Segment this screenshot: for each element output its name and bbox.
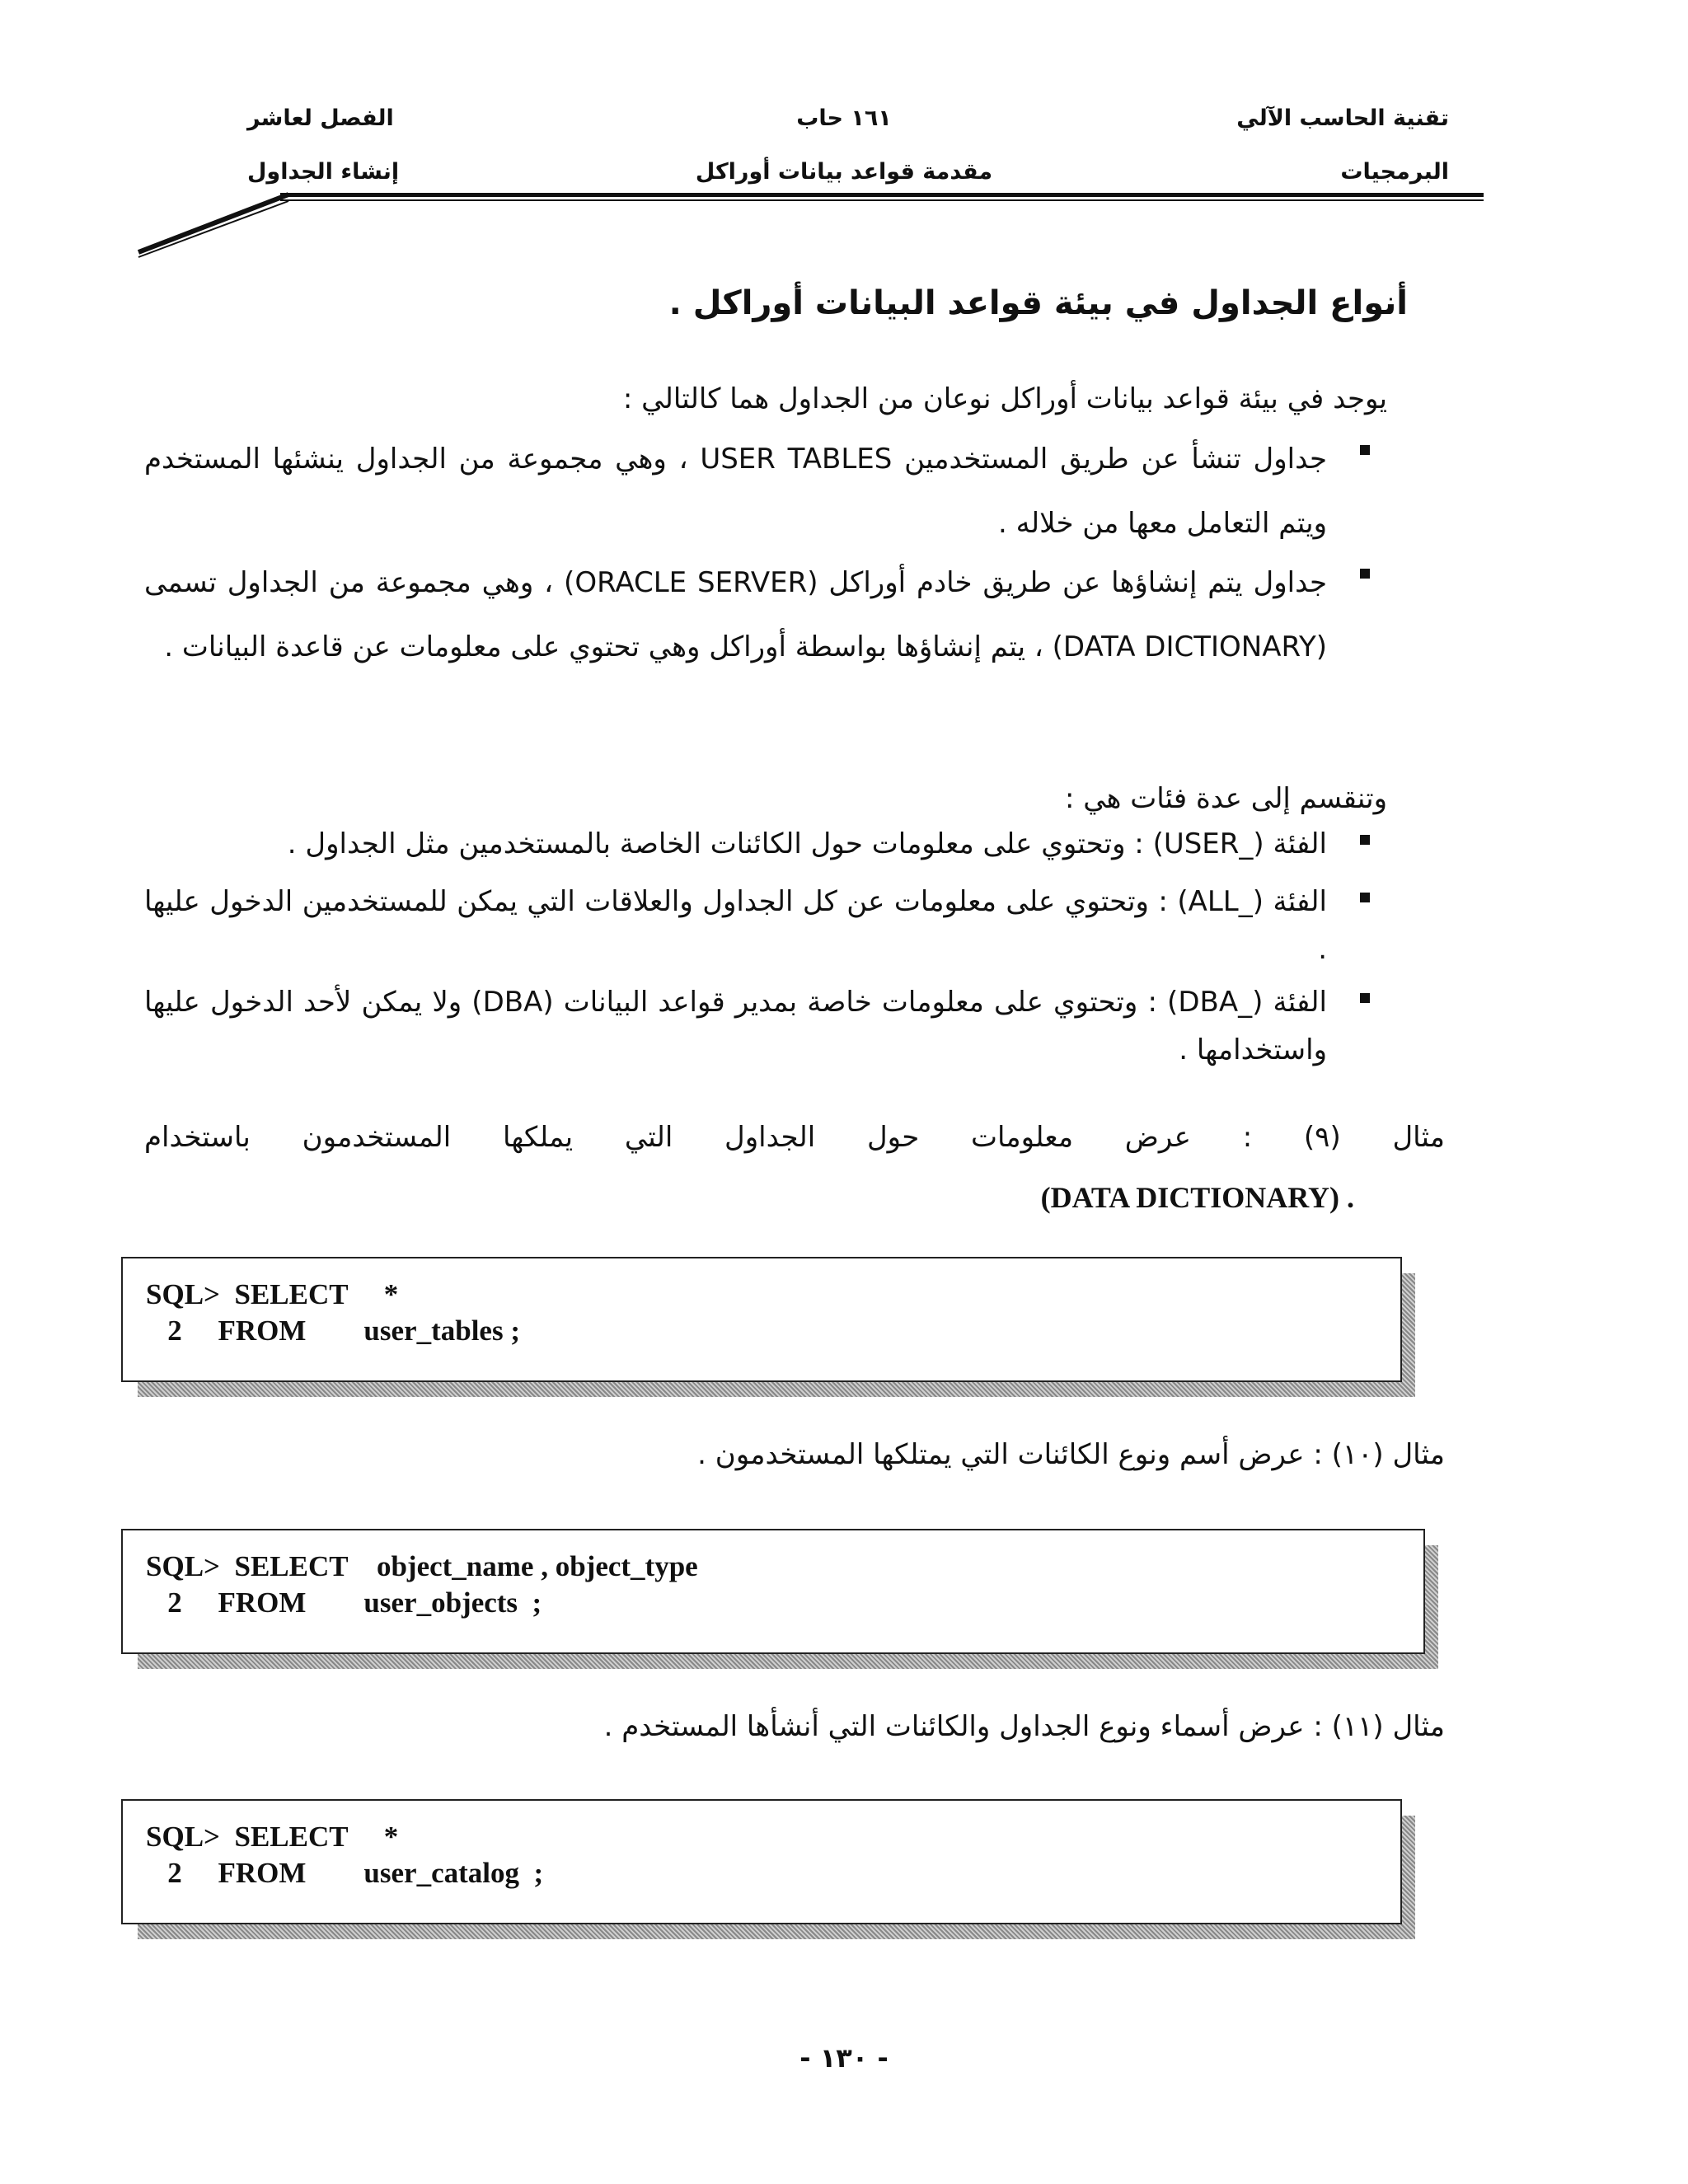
intro-paragraph: يوجد في بيئة قواعد بيانات أوراكل نوعان من الجداول هما كالتالي : bbox=[622, 382, 1387, 415]
categories-intro: وتنقسم إلى عدة فئات هي : bbox=[1064, 782, 1387, 815]
code-box-example-11 bbox=[121, 1799, 1402, 1924]
page-number: - ١٣٠ - bbox=[799, 2042, 889, 2074]
header-department: البرمجيات bbox=[1340, 159, 1449, 185]
code-box-example-9 bbox=[121, 1257, 1402, 1382]
sql-code: SQL> SELECT * 2 FROM user_catalog ; bbox=[146, 1821, 544, 1889]
example-11-caption: مثال (١١) : عرض أسماء ونوع الجداول والكائنات التي أنشأها المستخدم . bbox=[603, 1710, 1445, 1743]
bullet-icon bbox=[1360, 835, 1378, 846]
bullet-icon bbox=[1360, 993, 1378, 1005]
table-type-user: جداول تنشأ عن طريق المستخدمين USER TABLES ، وهي مجموعة من الجداول ينشئها المستخدم ويتم التعامل معها من خلاله . bbox=[144, 443, 1327, 540]
header-rule-thin bbox=[280, 199, 1484, 201]
category-dba: الفئة (_DBA) : وتحتوي على معلومات خاصة بمدير قواعد البيانات (DBA) ولا يمكن لأحد الدخول عليها واستخدامها . bbox=[144, 986, 1327, 1066]
header-course-name: مقدمة قواعد بيانات أوراكل bbox=[695, 159, 993, 185]
header-chapter: الفصل لعاشر bbox=[247, 105, 394, 131]
header-rule bbox=[280, 193, 1484, 197]
header-slant-line bbox=[135, 191, 292, 259]
sql-code: SQL> SELECT object_name , object_type 2 FROM user_objects ; bbox=[146, 1550, 698, 1619]
bullet-icon bbox=[1360, 893, 1378, 904]
example-10-caption: مثال (١٠) : عرض أسم ونوع الكائنات التي يمتلكها المستخدمون . bbox=[697, 1438, 1445, 1471]
code-box-example-10 bbox=[121, 1529, 1425, 1654]
bullet-icon bbox=[1360, 569, 1378, 580]
header-chapter-title: إنشاء الجداول bbox=[247, 159, 400, 185]
bullet-icon bbox=[1360, 445, 1378, 457]
category-user: الفئة (_USER) : وتحتوي على معلومات حول الكائنات الخاصة بالمستخدمين مثل الجداول . bbox=[287, 827, 1327, 860]
example-9-caption: مثال (٩) : عرض معلومات حول الجداول التي يملكها المستخدمون باستخدام bbox=[144, 1121, 1445, 1154]
table-type-oracle: جداول يتم إنشاؤها عن طريق خادم أوراكل (ORACLE SERVER) ، وهي مجموعة من الجداول تسمى (DATA DICTIONARY) ، يتم إنشاؤها بواسطة أوراكل وهي تحتوي على معلومات عن قاعدة البيانات . bbox=[144, 566, 1327, 663]
category-all: الفئة (_ALL) : وتحتوي على معلومات عن كل الجداول والعلاقات التي يمكن للمستخدمين الدخول عليها . bbox=[144, 885, 1327, 966]
header-course-code: ١٦١ حاب bbox=[796, 105, 892, 131]
sql-code: SQL> SELECT * 2 FROM user_tables ; bbox=[146, 1278, 520, 1347]
header-subject: تقنية الحاسب الآلي bbox=[1236, 105, 1449, 131]
example-9-caption-cont: (DATA DICTIONARY) . bbox=[1040, 1181, 1354, 1214]
section-title: أنواع الجداول في بيئة قواعد البيانات أوراكل . bbox=[668, 284, 1408, 322]
